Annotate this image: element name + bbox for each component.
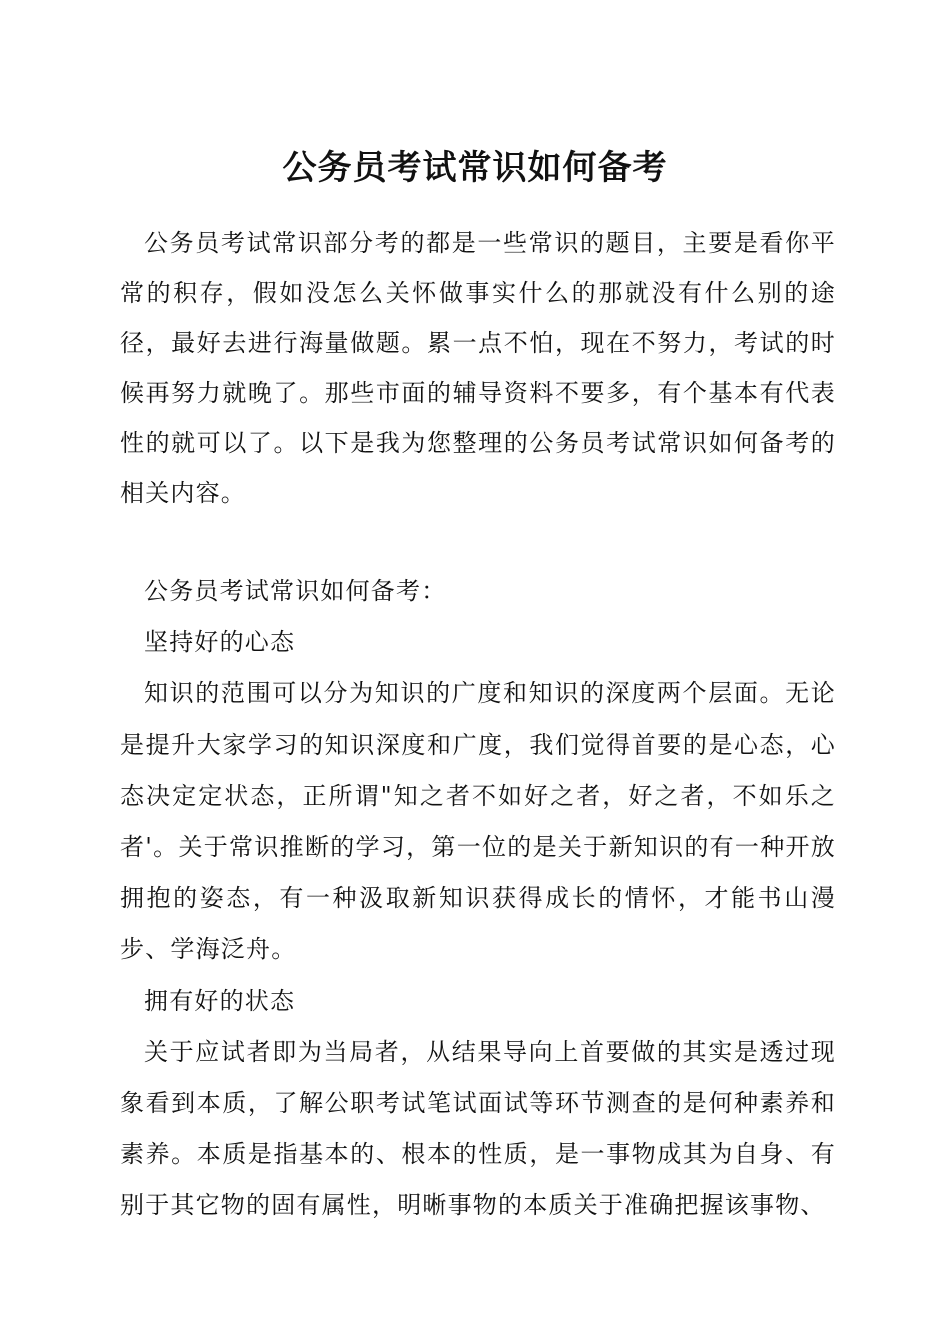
paragraph-mindset: 知识的范围可以分为知识的广度和知识的深度两个层面。无论是提升大家学习的知识深度和广度，我们觉得首要的是心态，心态决定定状态，正所谓"知之者不如好之者，好之者，不如乐之者'。关于常识推断的学习，第一位的是关于新知识的有一种开放拥抱的姿态，有一种汲取新知识获得成长的情怀，才能书山漫步、学海泛舟。 xyxy=(120,679,836,964)
intro-section xyxy=(120,218,836,518)
section-heading: 公务员考试常识如何备考： xyxy=(144,577,447,605)
subheading-mindset: 坚持好的心态 xyxy=(144,628,296,657)
subheading-state: 拥有好的状态 xyxy=(144,986,296,1015)
document-title: 公务员考试常识如何备考 xyxy=(282,148,668,188)
body-section xyxy=(120,566,836,1232)
intro-paragraph: 公务员考试常识部分考的都是一些常识的题目，主要是看你平常的积存，假如没怎么关怀做事实什么的那就没有什么别的途径，最好去进行海量做题。累一点不怕，现在不努力，考试的时候再努力就晚了。那些市面的辅导资料不要多，有个基本有代表性的就可以了。以下是我为您整理的公务员考试常识如何备考的相关内容。 xyxy=(120,229,836,507)
paragraph-state: 关于应试者即为当局者，从结果导向上首要做的其实是透过现象看到本质，了解公职考试笔试面试等环节测查的是何种素养和素养。本质是指基本的、根本的性质，是一事物成其为自身、有别于其它物的固有属性，明晰事物的本质关于准确把握该事物、 xyxy=(120,1037,836,1220)
